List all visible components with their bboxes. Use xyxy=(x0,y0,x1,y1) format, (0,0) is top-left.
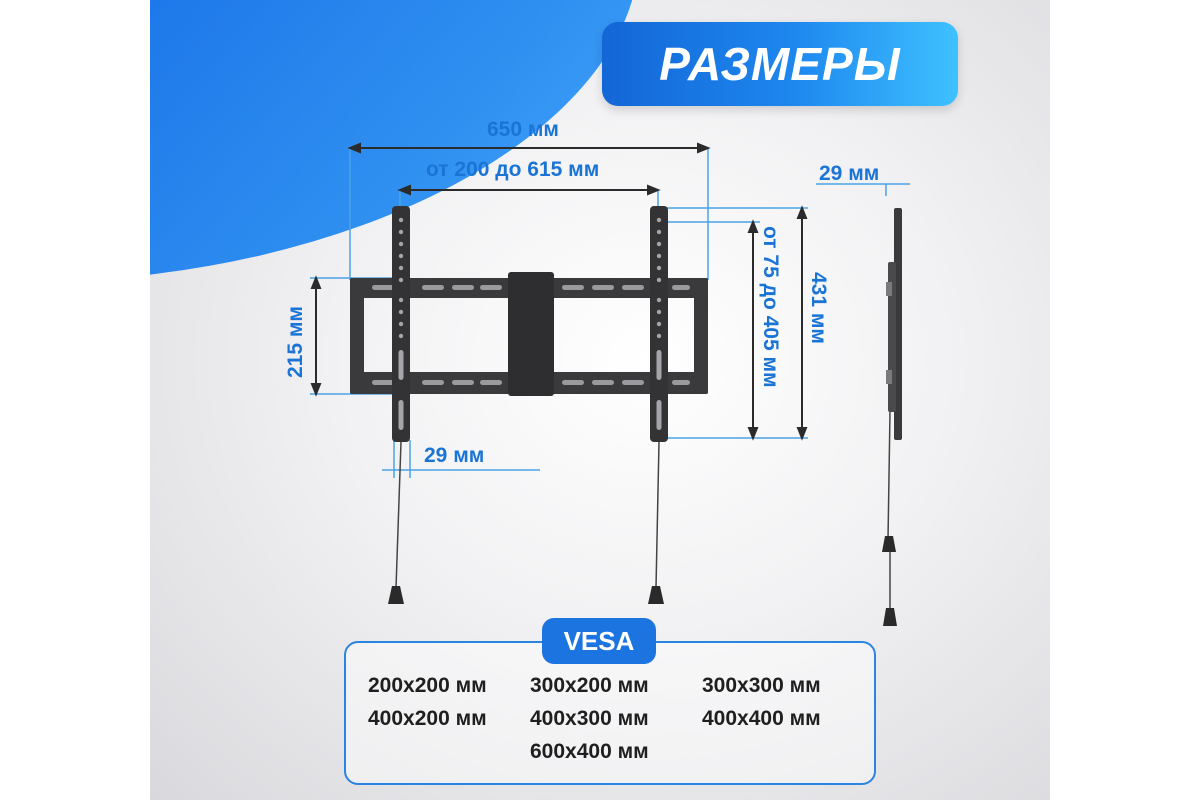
dim-frame-height: 215 мм xyxy=(284,306,307,378)
vesa-item: 400x300 мм xyxy=(530,707,649,730)
vesa-item: 300x300 мм xyxy=(702,674,821,697)
dim-rail-spacing: от 200 до 615 мм xyxy=(426,158,600,181)
dim-rail-width: 29 мм xyxy=(424,444,485,467)
dim-vertical-range: от 75 до 405 мм xyxy=(759,226,782,388)
vesa-label: VESA xyxy=(542,618,656,664)
product-canvas xyxy=(150,0,1050,800)
dim-depth: 29 мм xyxy=(819,162,880,185)
page-title: РАЗМЕРЫ xyxy=(659,38,901,90)
vesa-item: 200x200 мм xyxy=(368,674,487,697)
vesa-item: 400x400 мм xyxy=(702,707,821,730)
dim-total-width: 650 мм xyxy=(487,118,559,141)
side-profile xyxy=(882,208,902,626)
vesa-item: 300x200 мм xyxy=(530,674,649,697)
dim-total-height: 431 мм xyxy=(807,272,830,344)
vesa-item: 600x400 мм xyxy=(530,740,649,763)
vesa-item: 400x200 мм xyxy=(368,707,487,730)
